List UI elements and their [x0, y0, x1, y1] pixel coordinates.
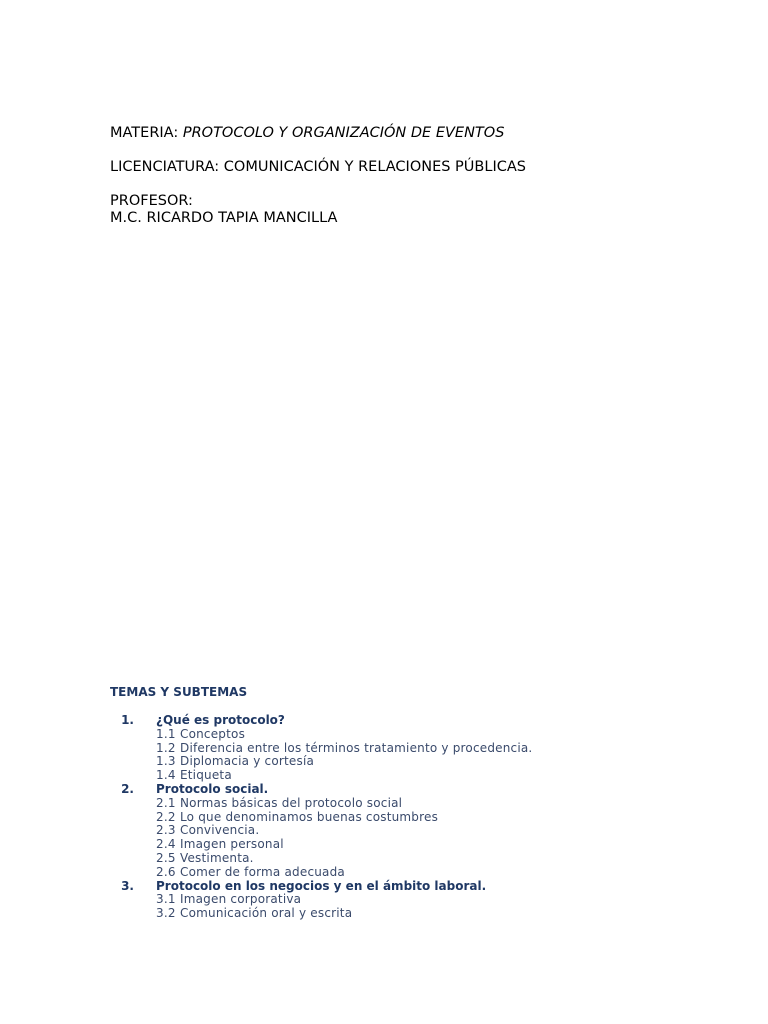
topic-number: 2.	[121, 781, 134, 796]
materia-value: PROTOCOLO Y ORGANIZACIÓN DE EVENTOS	[182, 125, 505, 141]
subtopic-title: Normas básicas del protocolo social	[180, 795, 403, 810]
subtopic-item	[110, 742, 670, 756]
licenciatura-line: LICENCIATURA: COMUNICACIÓN Y RELACIONES PÚBLICAS	[110, 159, 526, 175]
subtopic-item	[110, 824, 670, 838]
subtopic-number: 2.5	[156, 850, 176, 865]
subtopic-title: Comunicación oral y escrita	[180, 906, 353, 921]
subtopic-number: 2.3	[156, 823, 176, 838]
topic-number: 1.	[121, 713, 134, 727]
subtopic-title: Convivencia.	[180, 823, 260, 838]
profesor-name: M.C. RICARDO TAPIA MANCILLA	[110, 210, 338, 226]
subtopic-number: 2.4	[156, 837, 176, 852]
topic-number: 3.	[121, 878, 134, 893]
subtopic-title: Comer de forma adecuada	[180, 864, 345, 879]
subtopic-item	[110, 728, 670, 742]
profesor-label: PROFESOR:	[110, 193, 193, 209]
subtopic-number: 2.2	[156, 809, 176, 824]
subtopic-number: 1.2	[156, 740, 176, 755]
subtopic-title: Vestimenta.	[180, 850, 254, 865]
subtopic-number: 2.1	[156, 795, 176, 810]
subtopic-number: 1.1	[156, 726, 176, 741]
subtopic-number: 1.3	[156, 754, 176, 769]
subtopic-item	[110, 769, 670, 783]
materia-line	[110, 125, 504, 142]
subtopic-item	[110, 838, 670, 852]
topic-item	[110, 880, 670, 894]
subtopic-item	[110, 893, 670, 907]
subtopic-item	[110, 811, 670, 825]
temas-heading: TEMAS Y SUBTEMAS	[110, 685, 248, 699]
subtopic-item	[110, 755, 670, 769]
topic-title: ¿Qué es protocolo?	[156, 713, 285, 727]
subtopic-item	[110, 907, 670, 921]
topic-title: Protocolo en los negocios y en el ámbito laboral.	[156, 878, 487, 893]
subtopic-number: 1.4	[156, 768, 176, 783]
subtopic-title: Imagen personal	[180, 837, 284, 852]
topic-item	[110, 783, 670, 797]
profesor-block	[110, 193, 337, 227]
topic-title: Protocolo social.	[156, 781, 269, 796]
subtopic-title: Lo que denominamos buenas costumbres	[180, 809, 439, 824]
subtopic-title: Conceptos	[180, 726, 246, 741]
subtopic-title: Etiqueta	[180, 768, 232, 783]
subtopic-item	[110, 797, 670, 811]
subtopic-number: 3.2	[156, 906, 176, 921]
subtopic-title: Imagen corporativa	[180, 892, 302, 907]
subtopic-title: Diplomacia y cortesía	[180, 754, 315, 769]
topic-item	[110, 714, 670, 728]
subtopic-item	[110, 866, 670, 880]
subtopic-number: 2.6	[156, 864, 176, 879]
topics-list	[110, 714, 670, 921]
subtopic-item	[110, 852, 670, 866]
subtopic-title: Diferencia entre los términos tratamiento y procedencia.	[180, 740, 533, 755]
subtopic-number: 3.1	[156, 892, 176, 907]
materia-label: MATERIA:	[110, 125, 183, 141]
